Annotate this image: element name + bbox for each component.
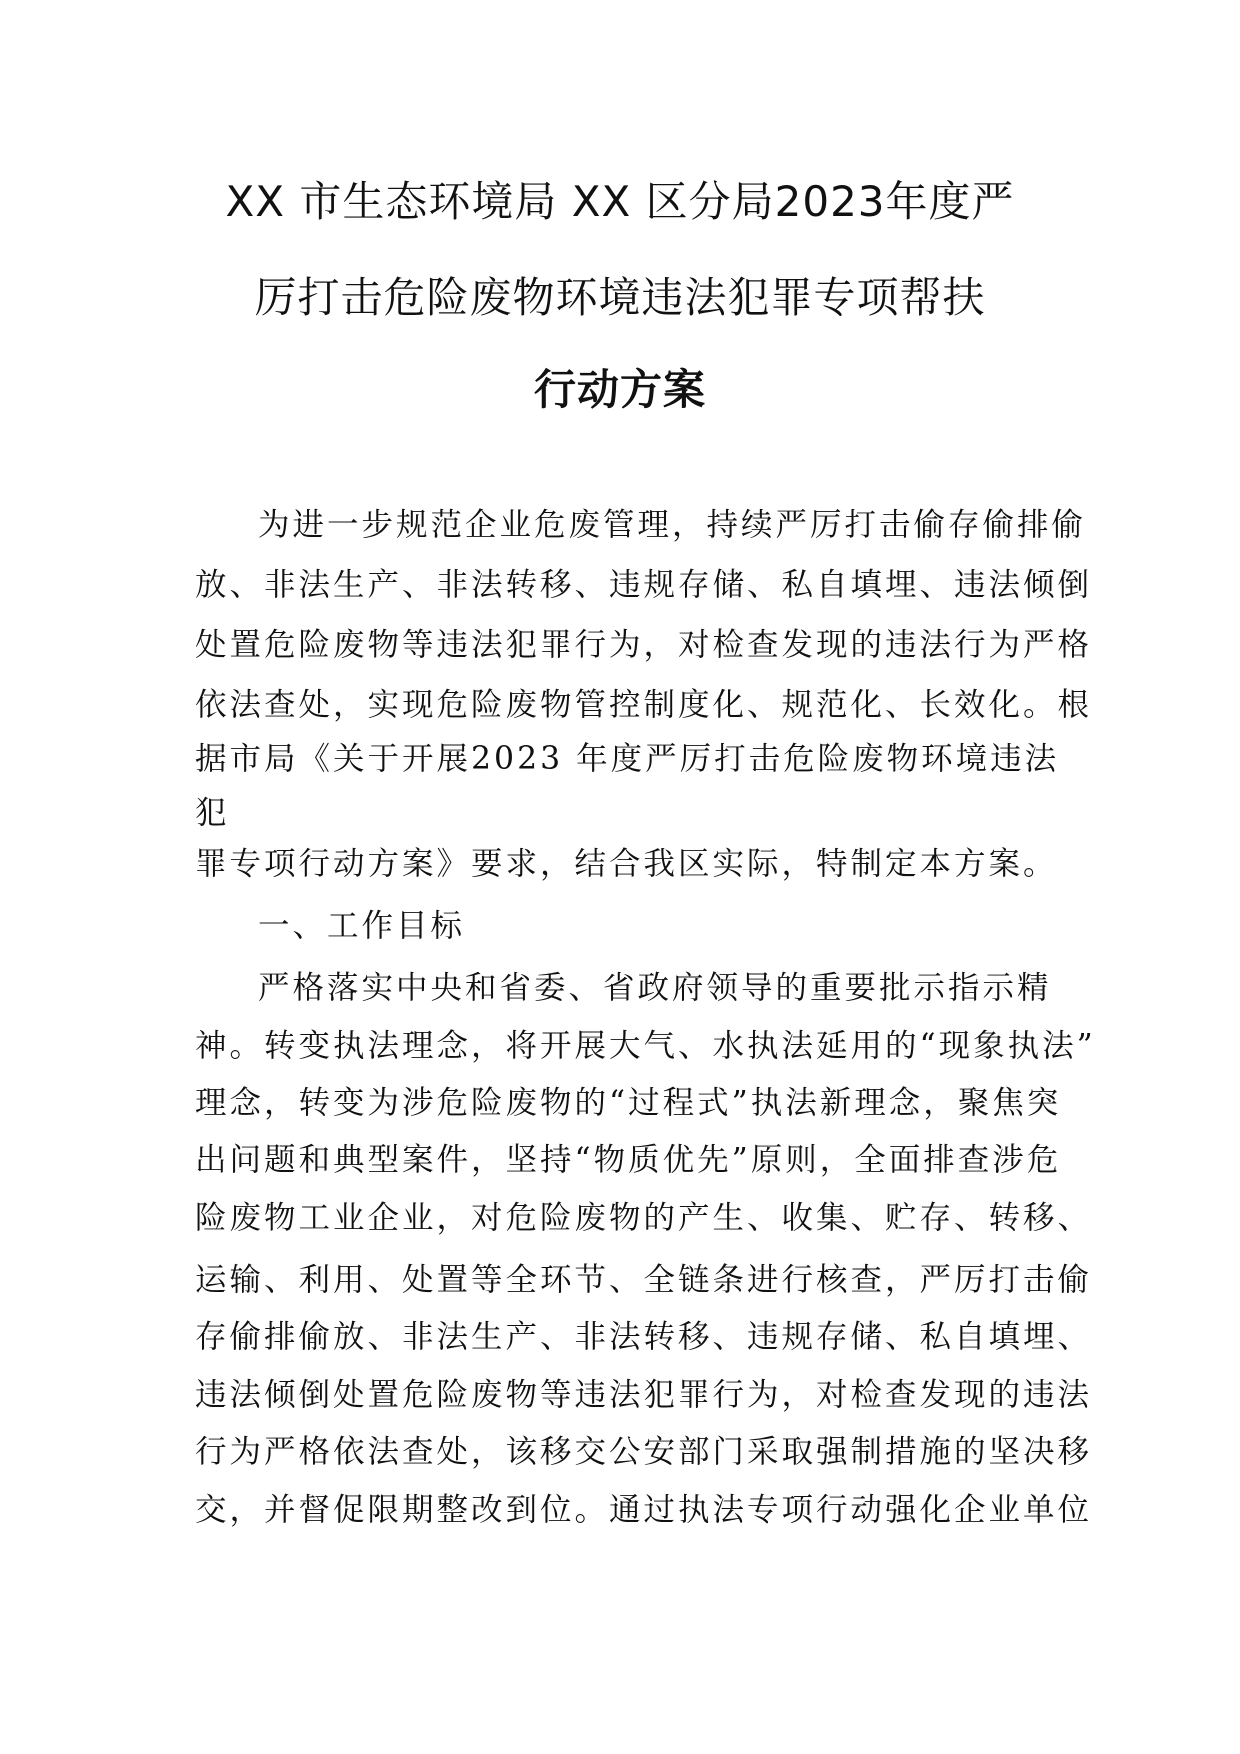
document-title-line-2: 厉打击危险废物环境违法犯罪专项帮扶	[254, 273, 986, 322]
paragraph-goal-line-2: 神。转变执法理念，将开展大气、水执法延用的“现象执法”	[195, 1028, 1096, 1064]
paragraph-intro-line-3: 处置危险废物等违法犯罪行为，对检查发现的违法行为严格	[195, 627, 1093, 663]
paragraph-intro-line-7: 罪专项行动方案》要求，结合我区实际，特制定本方案。	[195, 846, 1058, 882]
paragraph-goal-line-8: 违法倾倒处置危险废物等违法犯罪行为，对检查发现的违法	[195, 1377, 1093, 1413]
section-heading-work-goal: 一、工作目标	[258, 908, 466, 944]
paragraph-intro-line-5: 据市局《关于开展2023 年度严厉打击危险废物环境违法	[195, 741, 1060, 777]
paragraph-goal-line-7: 存偷排偷放、非法生产、非法转移、违规存储、私自填埋、	[195, 1319, 1093, 1355]
paragraph-intro-line-2: 放、非法生产、非法转移、违规存储、私自填埋、违法倾倒	[195, 567, 1093, 603]
paragraph-goal-line-6: 运输、利用、处置等全环节、全链条进行核查，严厉打击偷	[195, 1262, 1093, 1298]
paragraph-intro-line-4: 依法查处，实现危险废物管控制度化、规范化、长效化。根	[195, 687, 1093, 723]
paragraph-goal-line-4: 出问题和典型案件，坚持“物质优先”原则，全面排查涉危	[195, 1142, 1062, 1178]
paragraph-goal-line-5: 险废物工业企业，对危险废物的产生、收集、贮存、转移、	[195, 1200, 1093, 1236]
document-title-line-1: XX 市生态环境局 XX 区分局2023年度严	[225, 177, 1015, 226]
paragraph-goal-line-10: 交，并督促限期整改到位。通过执法专项行动强化企业单位	[195, 1492, 1093, 1528]
paragraph-intro-line-1: 为进一步规范企业危废管理，持续严厉打击偷存偷排偷	[258, 507, 1087, 543]
paragraph-goal-line-1: 严格落实中央和省委、省政府领导的重要批示指示精	[258, 970, 1052, 1006]
paragraph-intro-line-6: 犯	[195, 795, 230, 831]
document-title-line-3: 行动方案	[533, 365, 706, 414]
paragraph-goal-line-9: 行为严格依法查处，该移交公安部门采取强制措施的坚决移	[195, 1434, 1093, 1470]
paragraph-goal-line-3: 理念，转变为涉危险废物的“过程式”执法新理念，聚焦突	[195, 1085, 1062, 1121]
